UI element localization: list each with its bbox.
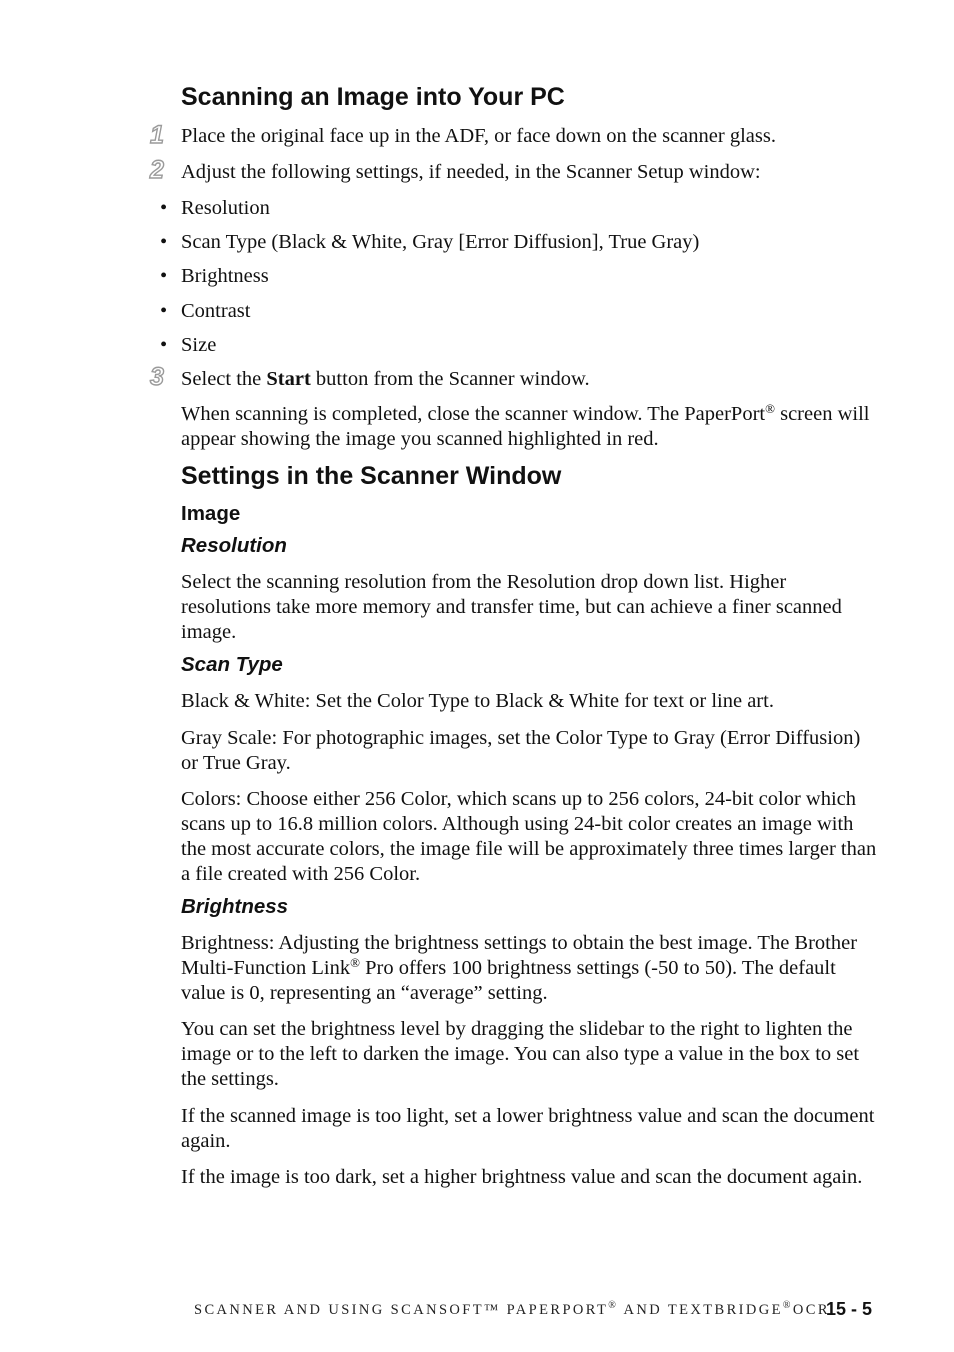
- step-3-text-end: button from the Scanner window.: [310, 368, 590, 390]
- registered-mark: ®: [608, 1300, 619, 1311]
- bullet-item-resolution: Resolution: [181, 197, 270, 219]
- bullet-item-scan-type: Scan Type (Black & White, Gray [Error Diffusion], True Gray): [181, 231, 700, 253]
- step-3-text-start: Select the: [181, 368, 267, 390]
- brightness-text-end: Pro offers 100 brightness settings (-50 to 50). The default value is 0, representing an “average” setting.: [181, 957, 836, 1004]
- bullet-item-size: Size: [181, 334, 217, 356]
- section-title-settings: Settings in the Scanner Window: [181, 462, 562, 490]
- running-footer: [194, 1300, 830, 1320]
- subheading-brightness: Brightness: [181, 895, 289, 918]
- subheading-scan-type: Scan Type: [181, 653, 283, 676]
- bullet-item-brightness: Brightness: [181, 265, 269, 287]
- scan-type-black-white: Black & White: Set the Color Type to Black & White for text or line art.: [181, 690, 774, 712]
- bullet-marker: •: [160, 197, 168, 219]
- step-number-3: 3: [150, 363, 164, 391]
- footer-text-3: OCR: [792, 1302, 830, 1318]
- brightness-paragraph-1: [181, 931, 881, 1006]
- brightness-paragraph-2: You can set the brightness level by dragging the slidebar to the right to lighten the image or to the left to darken the image. You can also type a value in the box to set the settings.: [181, 1018, 860, 1090]
- registered-mark: ®: [765, 401, 775, 416]
- step-number-1: 1: [150, 121, 164, 149]
- subheading-image: Image: [181, 502, 241, 525]
- bullet-marker: •: [160, 231, 168, 253]
- step-2-text: Adjust the following settings, if needed, in the Scanner Setup window:: [181, 161, 761, 183]
- scan-type-gray-scale: Gray Scale: For photographic images, set the Color Type to Gray (Error Diffusion) or True Gray.: [181, 727, 861, 774]
- page-number: 15 - 5: [826, 1299, 873, 1319]
- start-button-label: Start: [266, 368, 311, 390]
- resolution-paragraph: Select the scanning resolution from the Resolution drop down list. Higher resolutions take more memory and transfer time, but can achieve a finer scanned image.: [181, 571, 842, 643]
- scan-complete-text-end: screen will appear showing the image you scanned highlighted in red.: [181, 403, 870, 450]
- step-1-text: Place the original face up in the ADF, or face down on the scanner glass.: [181, 125, 776, 147]
- brightness-text-start: Brightness: Adjusting the brightness settings to obtain the best image. The Brother Multi-Function Link: [181, 932, 858, 979]
- bullet-marker: •: [160, 265, 168, 287]
- step-3-text: [181, 367, 881, 392]
- scan-complete-paragraph: [181, 402, 881, 452]
- footer-text-1: SCANNER AND USING SCANSOFT™ PAPERPORT: [194, 1302, 609, 1318]
- scan-type-colors: Colors: Choose either 256 Color, which scans up to 256 colors, 24-bit color which scans up to 16.8 million colors. Although using 24-bit color creates an image with the most accurate colors, the image file will be approximately three times larger than a file created with 256 Color.: [181, 788, 877, 885]
- step-number-2: 2: [150, 156, 164, 184]
- subheading-resolution: Resolution: [181, 534, 287, 557]
- bullet-item-contrast: Contrast: [181, 300, 251, 322]
- registered-mark: ®: [782, 1300, 793, 1311]
- section-title-scanning: Scanning an Image into Your PC: [181, 83, 565, 111]
- bullet-marker: •: [160, 334, 168, 356]
- scan-complete-text-start: When scanning is completed, close the scanner window. The PaperPort: [181, 403, 766, 425]
- registered-mark: ®: [350, 955, 361, 970]
- brightness-paragraph-4: If the image is too dark, set a higher brightness value and scan the document again.: [181, 1166, 863, 1188]
- brightness-paragraph-3: If the scanned image is too light, set a lower brightness value and scan the document again.: [181, 1105, 875, 1152]
- footer-text-2: AND TEXTBRIDGE: [618, 1302, 783, 1318]
- bullet-marker: •: [160, 300, 168, 322]
